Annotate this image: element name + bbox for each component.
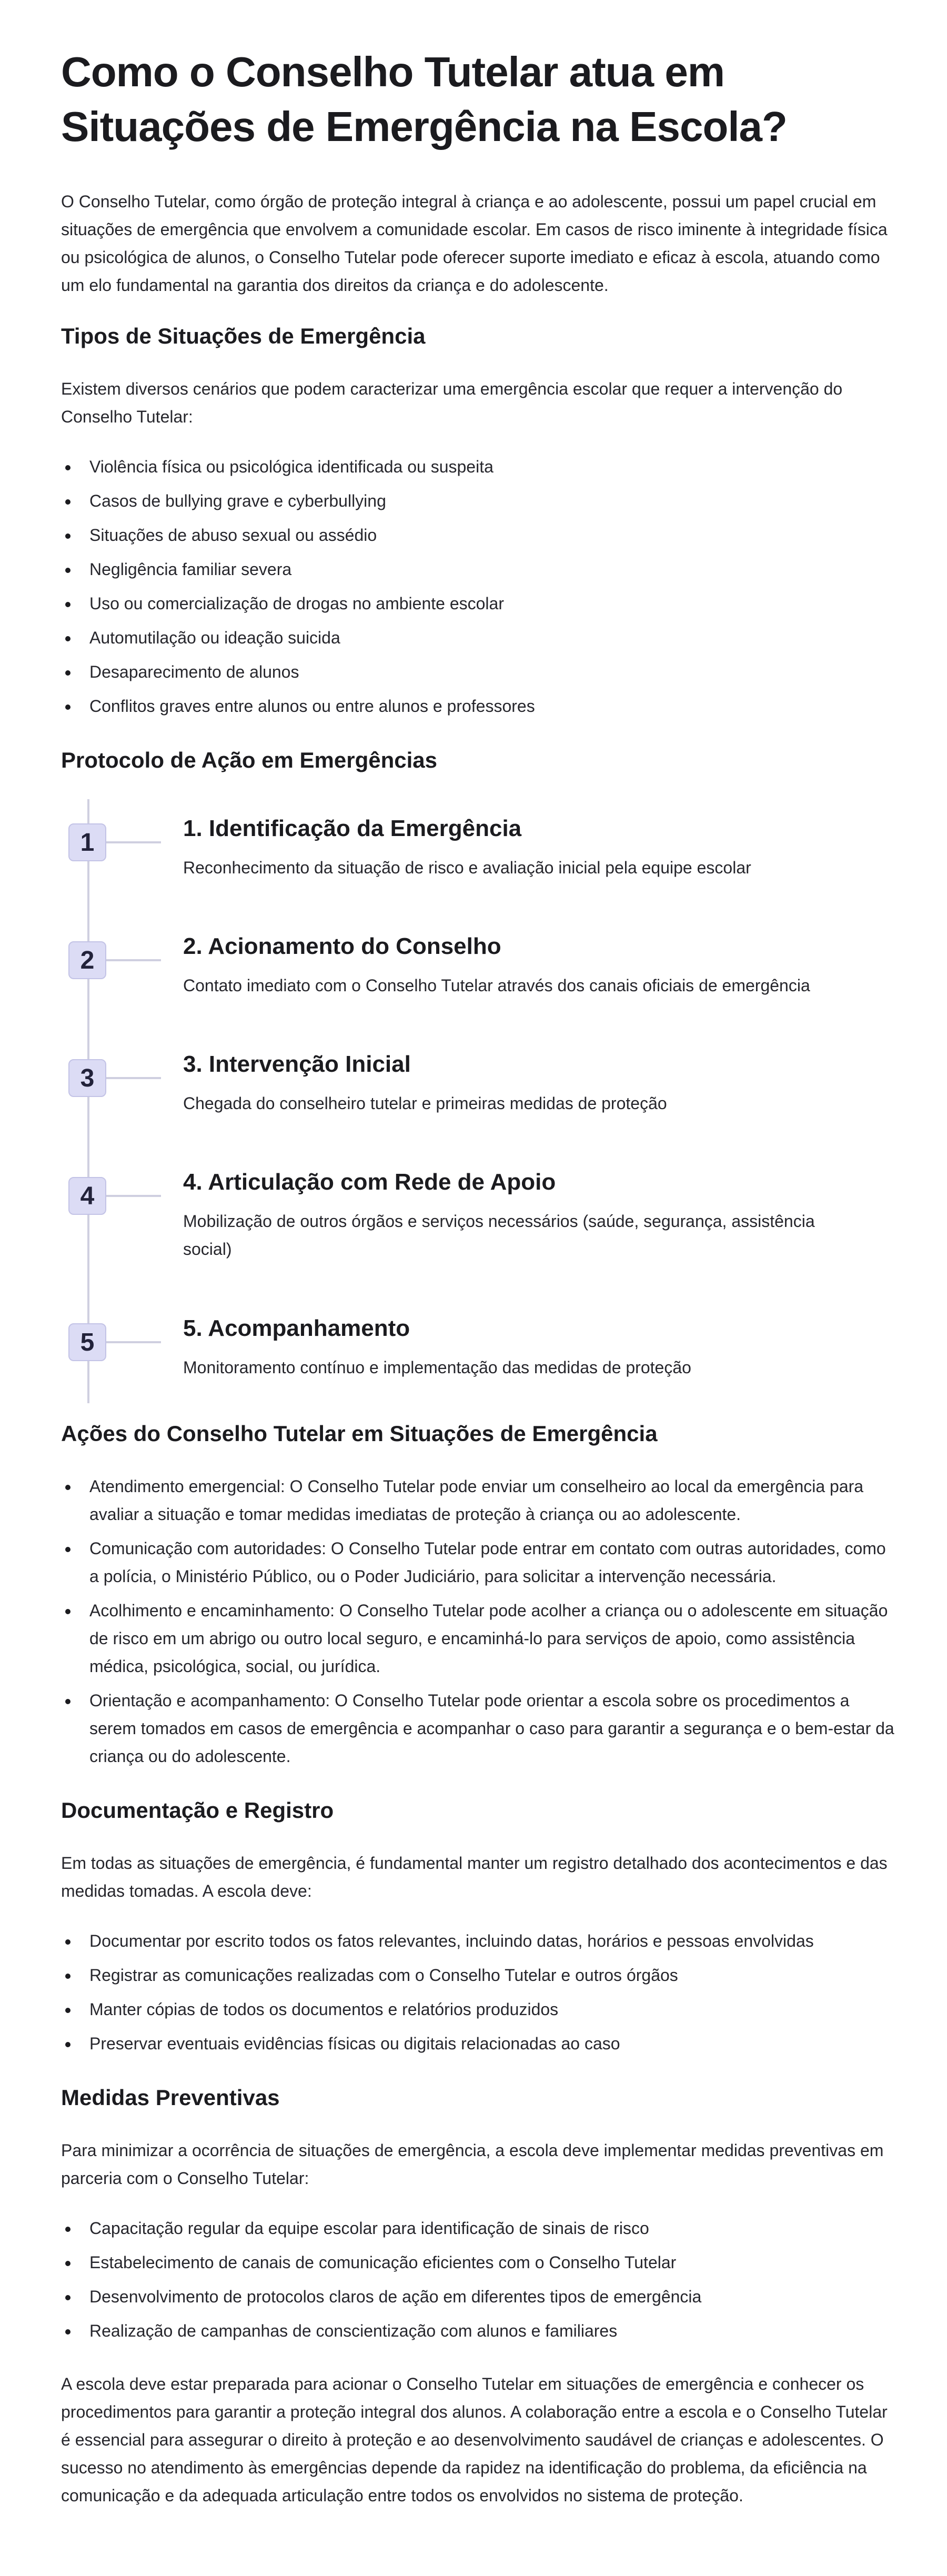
- documentacao-list: [61, 1927, 894, 2058]
- section-heading-tipos: Tipos de Situações de Emergência: [61, 324, 426, 348]
- list-item: Comunicação com autoridades: O Conselho Tutelar pode entrar em contato com outras autoridades, como a polícia, o Ministério Público, ou o Poder Judiciário, para solicitar a intervenção necessária.: [61, 1535, 894, 1591]
- list-item: Documentar por escrito todos os fatos relevantes, incluindo datas, horários e pessoas envolvidas: [61, 1927, 894, 1955]
- list-item: Acolhimento e encaminhamento: O Conselho Tutelar pode acolher a criança ou o adolescente em situação de risco em um abrigo ou outro local seguro, e encaminhá-lo para serviços de apoio, como assistência médica, psicológica, social, ou jurídica.: [61, 1597, 894, 1681]
- preventivas-lead: Para minimizar a ocorrência de situações de emergência, a escola deve implementar medidas preventivas em parceria com o Conselho Tutelar:: [61, 2141, 884, 2188]
- step-connector: [106, 1077, 161, 1079]
- tipos-list: [61, 453, 894, 720]
- section-heading-preventivas: Medidas Preventivas: [61, 2085, 280, 2110]
- step-title: 1. Identificação da Emergência: [183, 816, 522, 841]
- step-connector: [106, 1195, 161, 1197]
- tipos-lead: Existem diversos cenários que podem caracterizar uma emergência escolar que requer a intervenção do Conselho Tutelar:: [61, 379, 843, 426]
- preventivas-list: [61, 2215, 894, 2345]
- section-heading-documentacao: Documentação e Registro: [61, 1798, 334, 1823]
- step-connector: [106, 841, 161, 843]
- list-item: Capacitação regular da equipe escolar para identificação de sinais de risco: [61, 2215, 894, 2242]
- step-title: 4. Articulação com Rede de Apoio: [183, 1169, 556, 1195]
- list-item: Violência física ou psicológica identificada ou suspeita: [61, 453, 894, 481]
- list-item: Manter cópias de todos os documentos e relatórios produzidos: [61, 1996, 894, 2024]
- step-number-badge: 5: [68, 1323, 106, 1361]
- section-heading-protocolo: Protocolo de Ação em Emergências: [61, 748, 438, 772]
- list-item: Uso ou comercialização de drogas no ambiente escolar: [61, 590, 894, 618]
- list-item: Atendimento emergencial: O Conselho Tutelar pode enviar um conselheiro ao local da emergência para avaliar a situação e tomar medidas imediatas de proteção à criança ou ao adolescente.: [61, 1473, 894, 1528]
- step-description: Reconhecimento da situação de risco e avaliação inicial pela equipe escolar: [183, 858, 751, 877]
- list-item: Negligência familiar severa: [61, 556, 894, 583]
- list-item: Situações de abuso sexual ou assédio: [61, 521, 894, 549]
- list-item: Desenvolvimento de protocolos claros de ação em diferentes tipos de emergência: [61, 2283, 894, 2311]
- step-content: [183, 1166, 867, 1263]
- step-number-badge: 4: [68, 1177, 106, 1215]
- list-item: Estabelecimento de canais de comunicação eficientes com o Conselho Tutelar: [61, 2249, 894, 2277]
- step-connector: [106, 1341, 161, 1343]
- acoes-list: [61, 1473, 894, 1770]
- list-item: Preservar eventuais evidências físicas ou digitais relacionadas ao caso: [61, 2030, 894, 2058]
- list-item: Desaparecimento de alunos: [61, 658, 894, 686]
- step-connector: [106, 959, 161, 961]
- step-number-badge: 3: [68, 1059, 106, 1097]
- list-item: Realização de campanhas de conscientização com alunos e familiares: [61, 2317, 894, 2345]
- section-heading-acoes: Ações do Conselho Tutelar em Situações de Emergência: [61, 1421, 658, 1446]
- list-item: Automutilação ou ideação suicida: [61, 624, 894, 652]
- list-item: Registrar as comunicações realizadas com o Conselho Tutelar e outros órgãos: [61, 1961, 894, 1989]
- step-description: Chegada do conselheiro tutelar e primeiras medidas de proteção: [183, 1094, 667, 1113]
- step-title: 2. Acionamento do Conselho: [183, 933, 501, 959]
- step-title: 5. Acompanhamento: [183, 1315, 410, 1341]
- step-content: [183, 931, 867, 1000]
- step-number-badge: 1: [68, 823, 106, 861]
- step-content: [183, 1049, 867, 1118]
- timeline-line: [87, 799, 89, 1403]
- step-description: Mobilização de outros órgãos e serviços necessários (saúde, segurança, assistência social): [183, 1212, 815, 1259]
- intro-paragraph: O Conselho Tutelar, como órgão de proteção integral à criança e ao adolescente, possui um papel crucial em situações de emergência que envolvem a comunidade escolar. Em casos de risco iminente à integridade física ou psicológica de alunos, o Conselho Tutelar pode oferecer suporte imediato e eficaz à escola, atuando como um elo fundamental na garantia dos direitos da criança e do adolescente.: [61, 192, 888, 295]
- step-description: Contato imediato com o Conselho Tutelar através dos canais oficiais de emergência: [183, 976, 810, 995]
- protocol-timeline: [61, 799, 894, 1403]
- list-item: Conflitos graves entre alunos ou entre alunos e professores: [61, 692, 894, 720]
- step-number-badge: 2: [68, 941, 106, 979]
- list-item: Orientação e acompanhamento: O Conselho Tutelar pode orientar a escola sobre os procedimentos a serem tomados em casos de emergência e acompanhar o caso para garantir a segurança e o bem-estar da criança ou do adolescente.: [61, 1687, 894, 1770]
- list-item: Casos de bullying grave e cyberbullying: [61, 487, 894, 515]
- step-description: Monitoramento contínuo e implementação das medidas de proteção: [183, 1358, 691, 1377]
- documentacao-lead: Em todas as situações de emergência, é fundamental manter um registro detalhado dos acontecimentos e das medidas tomadas. A escola deve:: [61, 1854, 888, 1900]
- step-content: [183, 1313, 867, 1382]
- step-content: [183, 813, 867, 882]
- step-title: 3. Intervenção Inicial: [183, 1051, 411, 1077]
- page-title-line-2: Situações de Emergência na Escola?: [61, 103, 787, 150]
- page-title-line-1: Como o Conselho Tutelar atua em: [61, 48, 724, 95]
- conclusion-paragraph: A escola deve estar preparada para acionar o Conselho Tutelar em situações de emergência e conhecer os procedimentos para garantir a proteção integral dos alunos. A colaboração entre a escola e o Conselho Tutelar é essencial para assegurar o direito à proteção e ao desenvolvimento saudável de crianças e adolescentes. O sucesso no atendimento às emergências depende da rapidez na identificação do problema, da eficiência na comunicação e da adequada articulação entre todos os envolvidos no sistema de proteção.: [61, 2374, 888, 2505]
- page-title: [61, 45, 894, 154]
